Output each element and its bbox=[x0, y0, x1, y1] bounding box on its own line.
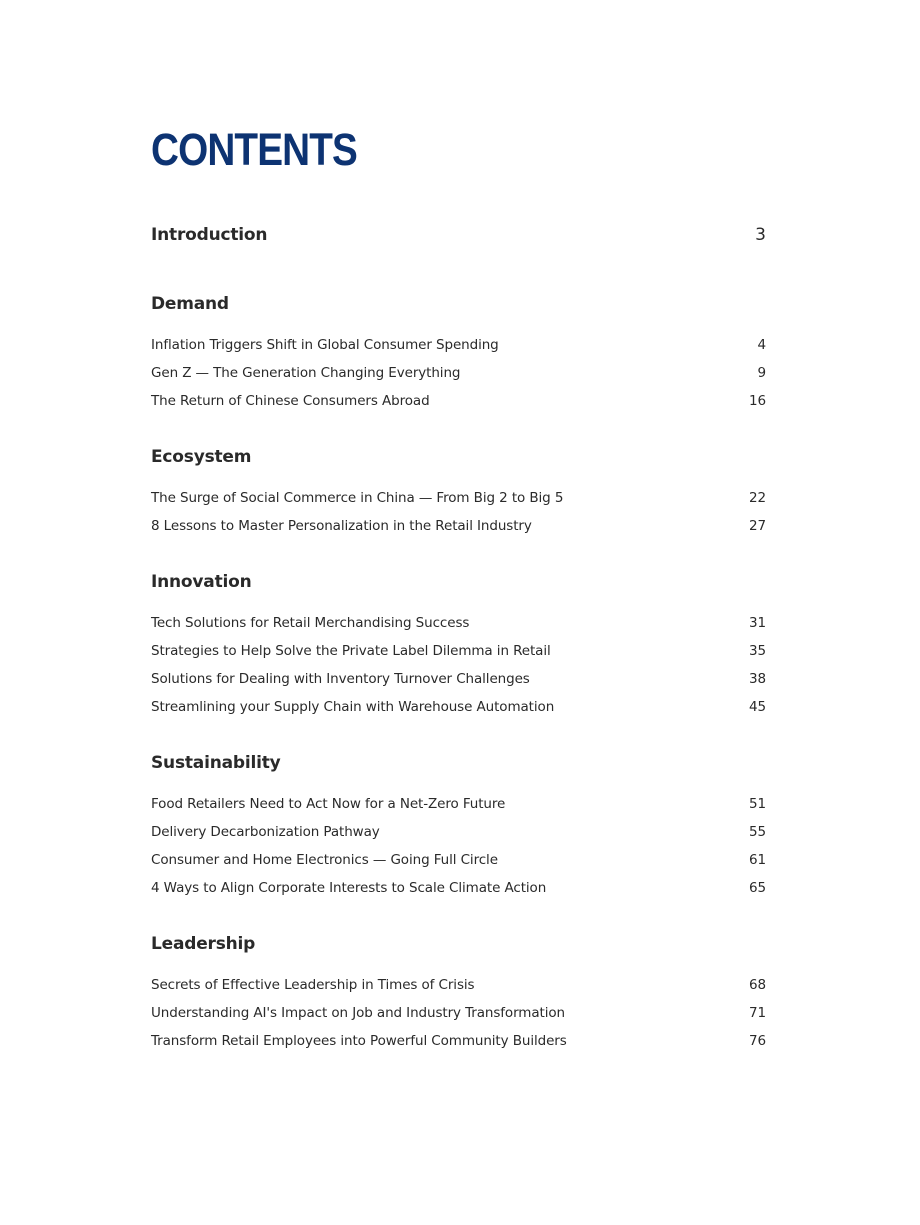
toc-section-sustainability bbox=[151, 750, 766, 902]
entry-page-number: 9 bbox=[757, 365, 766, 381]
entry-page-number: 68 bbox=[749, 977, 766, 993]
entry-page-number: 22 bbox=[749, 490, 766, 506]
entry-title: Streamlining your Supply Chain with Warehouse Automation bbox=[151, 699, 555, 715]
entry-title: Delivery Decarbonization Pathway bbox=[151, 824, 380, 840]
section-heading: Innovation bbox=[151, 572, 252, 592]
section-entries bbox=[151, 331, 766, 415]
section-heading: Leadership bbox=[151, 934, 256, 954]
toc-entry[interactable] bbox=[151, 999, 766, 1027]
toc-entry[interactable] bbox=[151, 846, 766, 874]
toc-entry[interactable] bbox=[151, 359, 766, 387]
entry-page-number: 45 bbox=[749, 699, 766, 715]
page-title: CONTENTS bbox=[151, 124, 357, 175]
toc-entry[interactable] bbox=[151, 874, 766, 902]
entry-title: Food Retailers Need to Act Now for a Net-Zero Future bbox=[151, 796, 506, 812]
toc-entry[interactable] bbox=[151, 512, 766, 540]
toc-entry[interactable] bbox=[151, 609, 766, 637]
toc-entry[interactable] bbox=[151, 331, 766, 359]
entry-page-number: 76 bbox=[749, 1033, 766, 1049]
toc-section-innovation bbox=[151, 569, 766, 721]
entry-page-number: 16 bbox=[749, 393, 766, 409]
entry-title: Gen Z — The Generation Changing Everything bbox=[151, 365, 461, 381]
section-entries bbox=[151, 790, 766, 902]
toc-entry-introduction[interactable] bbox=[151, 222, 766, 248]
toc-entry[interactable] bbox=[151, 665, 766, 693]
section-heading: Ecosystem bbox=[151, 447, 252, 467]
entry-title: Inflation Triggers Shift in Global Consumer Spending bbox=[151, 337, 499, 353]
section-heading: Sustainability bbox=[151, 753, 281, 773]
entry-title: The Return of Chinese Consumers Abroad bbox=[151, 393, 430, 409]
section-entries bbox=[151, 609, 766, 721]
entry-title: Transform Retail Employees into Powerful Community Builders bbox=[151, 1033, 567, 1049]
entry-page-number: 61 bbox=[749, 852, 766, 868]
section-entries bbox=[151, 971, 766, 1055]
toc-entry[interactable] bbox=[151, 971, 766, 999]
entry-page-number: 55 bbox=[749, 824, 766, 840]
toc-section-ecosystem bbox=[151, 444, 766, 540]
entry-title: Secrets of Effective Leadership in Times of Crisis bbox=[151, 977, 475, 993]
entry-title: The Surge of Social Commerce in China — From Big 2 to Big 5 bbox=[151, 490, 564, 506]
entry-page-number: 38 bbox=[749, 671, 766, 687]
toc-entry[interactable] bbox=[151, 637, 766, 665]
section-heading: Demand bbox=[151, 294, 229, 314]
entry-page-number: 65 bbox=[749, 880, 766, 896]
entry-title: 8 Lessons to Master Personalization in the Retail Industry bbox=[151, 518, 532, 534]
entry-page-number: 71 bbox=[749, 1005, 766, 1021]
toc-entry[interactable] bbox=[151, 387, 766, 415]
entry-title: Tech Solutions for Retail Merchandising Success bbox=[151, 615, 470, 631]
toc-section-leadership bbox=[151, 931, 766, 1055]
introduction-page-number: 3 bbox=[755, 225, 766, 245]
toc-entry[interactable] bbox=[151, 818, 766, 846]
toc-entry[interactable] bbox=[151, 693, 766, 721]
entry-title: Solutions for Dealing with Inventory Turnover Challenges bbox=[151, 671, 530, 687]
toc-entry[interactable] bbox=[151, 790, 766, 818]
entry-page-number: 51 bbox=[749, 796, 766, 812]
entry-title: Strategies to Help Solve the Private Label Dilemma in Retail bbox=[151, 643, 551, 659]
entry-title: 4 Ways to Align Corporate Interests to Scale Climate Action bbox=[151, 880, 547, 896]
entry-page-number: 31 bbox=[749, 615, 766, 631]
toc-section-demand bbox=[151, 291, 766, 415]
entry-title: Understanding AI's Impact on Job and Industry Transformation bbox=[151, 1005, 565, 1021]
toc-entry[interactable] bbox=[151, 1027, 766, 1055]
entry-page-number: 27 bbox=[749, 518, 766, 534]
section-entries bbox=[151, 484, 766, 540]
entry-page-number: 35 bbox=[749, 643, 766, 659]
introduction-label: Introduction bbox=[151, 225, 268, 245]
toc-entry[interactable] bbox=[151, 484, 766, 512]
entry-title: Consumer and Home Electronics — Going Full Circle bbox=[151, 852, 498, 868]
entry-page-number: 4 bbox=[757, 337, 766, 353]
